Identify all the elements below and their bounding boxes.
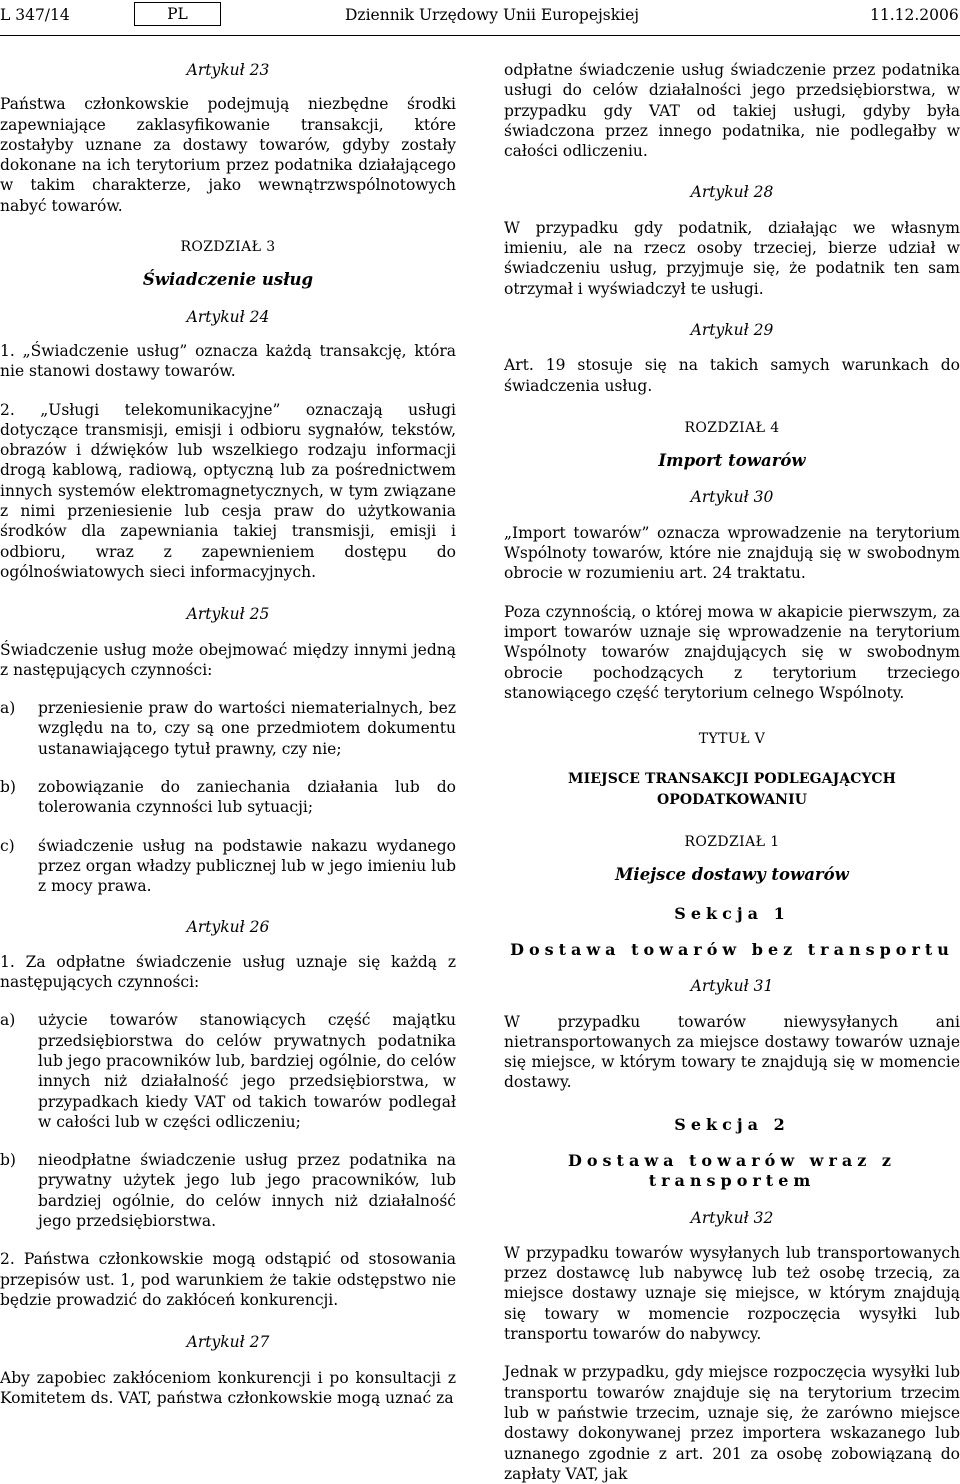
- article-29-text: Art. 19 stosuje się na takich samych warunkach do świadczenia usług.: [504, 356, 960, 395]
- article-23-heading: Artykuł 23: [186, 61, 270, 79]
- article-26-paragraph-2: 2. Państwa członkowskie mogą odstąpić od stosowania przepisów ust. 1, pod warunkiem że takie odstępstwo nie będzie prowadzić do zakłóceń konkurencji.: [0, 1250, 456, 1309]
- article-31-heading: Artykuł 31: [690, 977, 774, 996]
- list-item-text: nieodpłatne świadczenie usług przez podatnika na prywatny użytek jego lub jego pracowników, lub bardziej ogólnie, do celów innych niż działalność jego przedsiębiorstwa.: [38, 1151, 456, 1231]
- list-item: [0, 698, 456, 759]
- article-24-paragraph-2: 2. „Usługi telekomunikacyjne” oznaczają usługi dotyczące transmisji, emisji i odbioru sygnałów, tekstów, obrazów i dźwięków lub wszelkiego rodzaju informacji drogą kablową, radiową, optyczną lub za pośrednictwem innych systemów elektromagnetycznych, w tym związane z nimi przeniesienie lub cesja praw do użytkowania środków dla zapewniania takiej transmisji, emisji i odbioru, wraz z zapewnieniem dostępu do ogólnoświatowych sieci informacyjnych.: [0, 400, 456, 581]
- chapter-1-label: ROZDZIAŁ 1: [684, 834, 780, 851]
- article-27-continuation: odpłatne świadczenie usług świadczenie przez podatnika usługi do celów działalności jego przedsiębiorstwa, w przypadku gdy VAT od takiej usługi, gdyby była świadczona przez innego podatnika, nie podlegałby w całości odliczeniu.: [504, 61, 960, 161]
- left-column: [0, 60, 456, 1408]
- list-item: [0, 777, 456, 818]
- section-2-label: Sekcja 2: [674, 1114, 790, 1134]
- section-1-label: Sekcja 1: [674, 903, 790, 923]
- chapter-1-title: Miejsce dostawy towarów: [615, 865, 849, 885]
- list-item: [0, 1150, 456, 1231]
- section-2-title: Dostawa towarów wraz z transportem: [568, 1150, 896, 1191]
- list-item-text: zobowiązanie do zaniechania działania lub do tolerowania czynności lub sytuacji;: [38, 778, 456, 817]
- article-30-paragraph-2: Poza czynnością, o której mowa w akapicie pierwszym, za import towarów uznaje się wprowadzenie na terytorium Wspólnoty towarów znajdujących się w swobodnym obrocie pochodzących z terytorium trzeciego stanowiącego część terytorium celnego Wspólnoty.: [504, 602, 960, 702]
- article-32-paragraph-2: Jednak w przypadku, gdy miejsce rozpoczęcia wysyłki lub transportu towarów znajduje się na terytorium trzecim lub w państwie trzecim, uznaje się, że zarówno miejsce dostawy dokonywanej przez importera wskazanego lub uznanego zgodnie z art. 201 za osobę zobowiązaną do zapłaty VAT, jak: [504, 1363, 960, 1483]
- journal-title: Dziennik Urzędowy Unii Europejskiej: [345, 6, 640, 24]
- list-item-label: a): [0, 699, 16, 718]
- list-item-label: c): [0, 836, 15, 855]
- article-32-heading: Artykuł 32: [690, 1208, 774, 1227]
- list-item-text: świadczenie usług na podstawie nakazu wydanego przez organ władzy publicznej lub w jego imieniu lub z mocy prawa.: [38, 836, 457, 896]
- article-30-paragraph-1: „Import towarów” oznacza wprowadzenie na terytorium Wspólnoty towarów, które nie znajdują się w swobodnym obrocie w rozumieniu art. 24 traktatu.: [504, 523, 960, 583]
- list-item: [0, 836, 456, 897]
- chapter-3-label: ROZDZIAŁ 3: [180, 239, 276, 256]
- article-29-heading: Artykuł 29: [690, 320, 774, 339]
- list-item-label: a): [0, 1011, 16, 1030]
- list-item-label: b): [0, 778, 16, 797]
- article-27-text: Aby zapobiec zakłóceniom konkurencji i po konsultacji z Komitetem ds. VAT, państwa członkowskie mogą uznać za: [0, 1368, 456, 1407]
- article-30-heading: Artykuł 30: [690, 488, 774, 507]
- article-32-paragraph-1: W przypadku towarów wysyłanych lub transportowanych przez dostawcę lub nabywcę lub też osobę trzecią, za miejsce dostawy uznaje się miejsce, w którym znajdują się towary w momencie rozpoczęcia wysyłki lub transportu towarów do nabywcy.: [504, 1243, 960, 1344]
- chapter-3-title: Świadczenie usług: [142, 270, 314, 290]
- page-header: [0, 0, 960, 30]
- language-badge: PL: [134, 2, 221, 26]
- publication-date: 11.12.2006: [870, 6, 959, 24]
- article-23-text: Państwa członkowskie podejmują niezbędne środki zapewniające zaklasyfikowanie transakcji, które zostałyby uznane za dostawy towarów, gdyby zostały dokonane na ich terytorium przez podatnika działającego w takim charakterze, jako wewnątrzwspólnotowych nabyć towarów.: [0, 95, 456, 215]
- article-26-heading: Artykuł 26: [186, 917, 270, 936]
- article-24-heading: Artykuł 24: [186, 307, 270, 326]
- list-item: [0, 1010, 456, 1132]
- article-28-text: W przypadku gdy podatnik, działając we własnym imieniu, ale na rzecz osoby trzeciej, bierze udział w świadczeniu usług, przyjmuje się, że podatnik ten sam otrzymał i wyświadczył te usługi.: [504, 218, 960, 298]
- page-reference: L 347/14: [0, 6, 70, 24]
- title-v-label: TYTUŁ V: [698, 731, 766, 748]
- list-item-text: użycie towarów stanowiących część majątku przedsiębiorstwa do celów prywatnych podatnika lub jego pracowników lub, bardziej ogólnie, do celów innych niż działalność jego przedsiębiorstwa, w przypadkach kiedy VAT od takich towarów podlegał w całości lub w części odliczeniu;: [38, 1011, 457, 1131]
- right-column: [504, 60, 960, 1484]
- article-27-heading: Artykuł 27: [186, 1333, 270, 1352]
- article-25-intro: Świadczenie usług może obejmować między innymi jedną z następujących czynności:: [0, 640, 456, 679]
- article-25-heading: Artykuł 25: [186, 605, 270, 624]
- section-1-title: Dostawa towarów bez transportu: [510, 939, 954, 959]
- article-28-heading: Artykuł 28: [690, 183, 774, 202]
- list-item-label: b): [0, 1151, 16, 1170]
- list-item-text: przeniesienie praw do wartości niematerialnych, bez względu na to, czy są one przedmiotem dokumentu ustanawiającego tytuł prawny, czy nie;: [38, 699, 456, 758]
- header-divider: [0, 35, 960, 36]
- article-24-paragraph-1: 1. „Świadczenie usług” oznacza każdą transakcję, która nie stanowi dostawy towarów.: [0, 341, 456, 381]
- title-v-heading: MIEJSCE TRANSAKCJI PODLEGAJĄCYCH OPODATKOWANIU: [568, 771, 896, 808]
- article-26-paragraph-1: 1. Za odpłatne świadczenie usług uznaje się każdą z następujących czynności:: [0, 952, 456, 992]
- chapter-4-label: ROZDZIAŁ 4: [684, 419, 780, 436]
- chapter-4-title: Import towarów: [658, 451, 806, 471]
- article-31-text: W przypadku towarów niewysyłanych ani nietransportowanych za miejsce dostawy towarów uznaje się miejsce, w którym towary te znajdują się w momencie dostawy.: [504, 1012, 960, 1092]
